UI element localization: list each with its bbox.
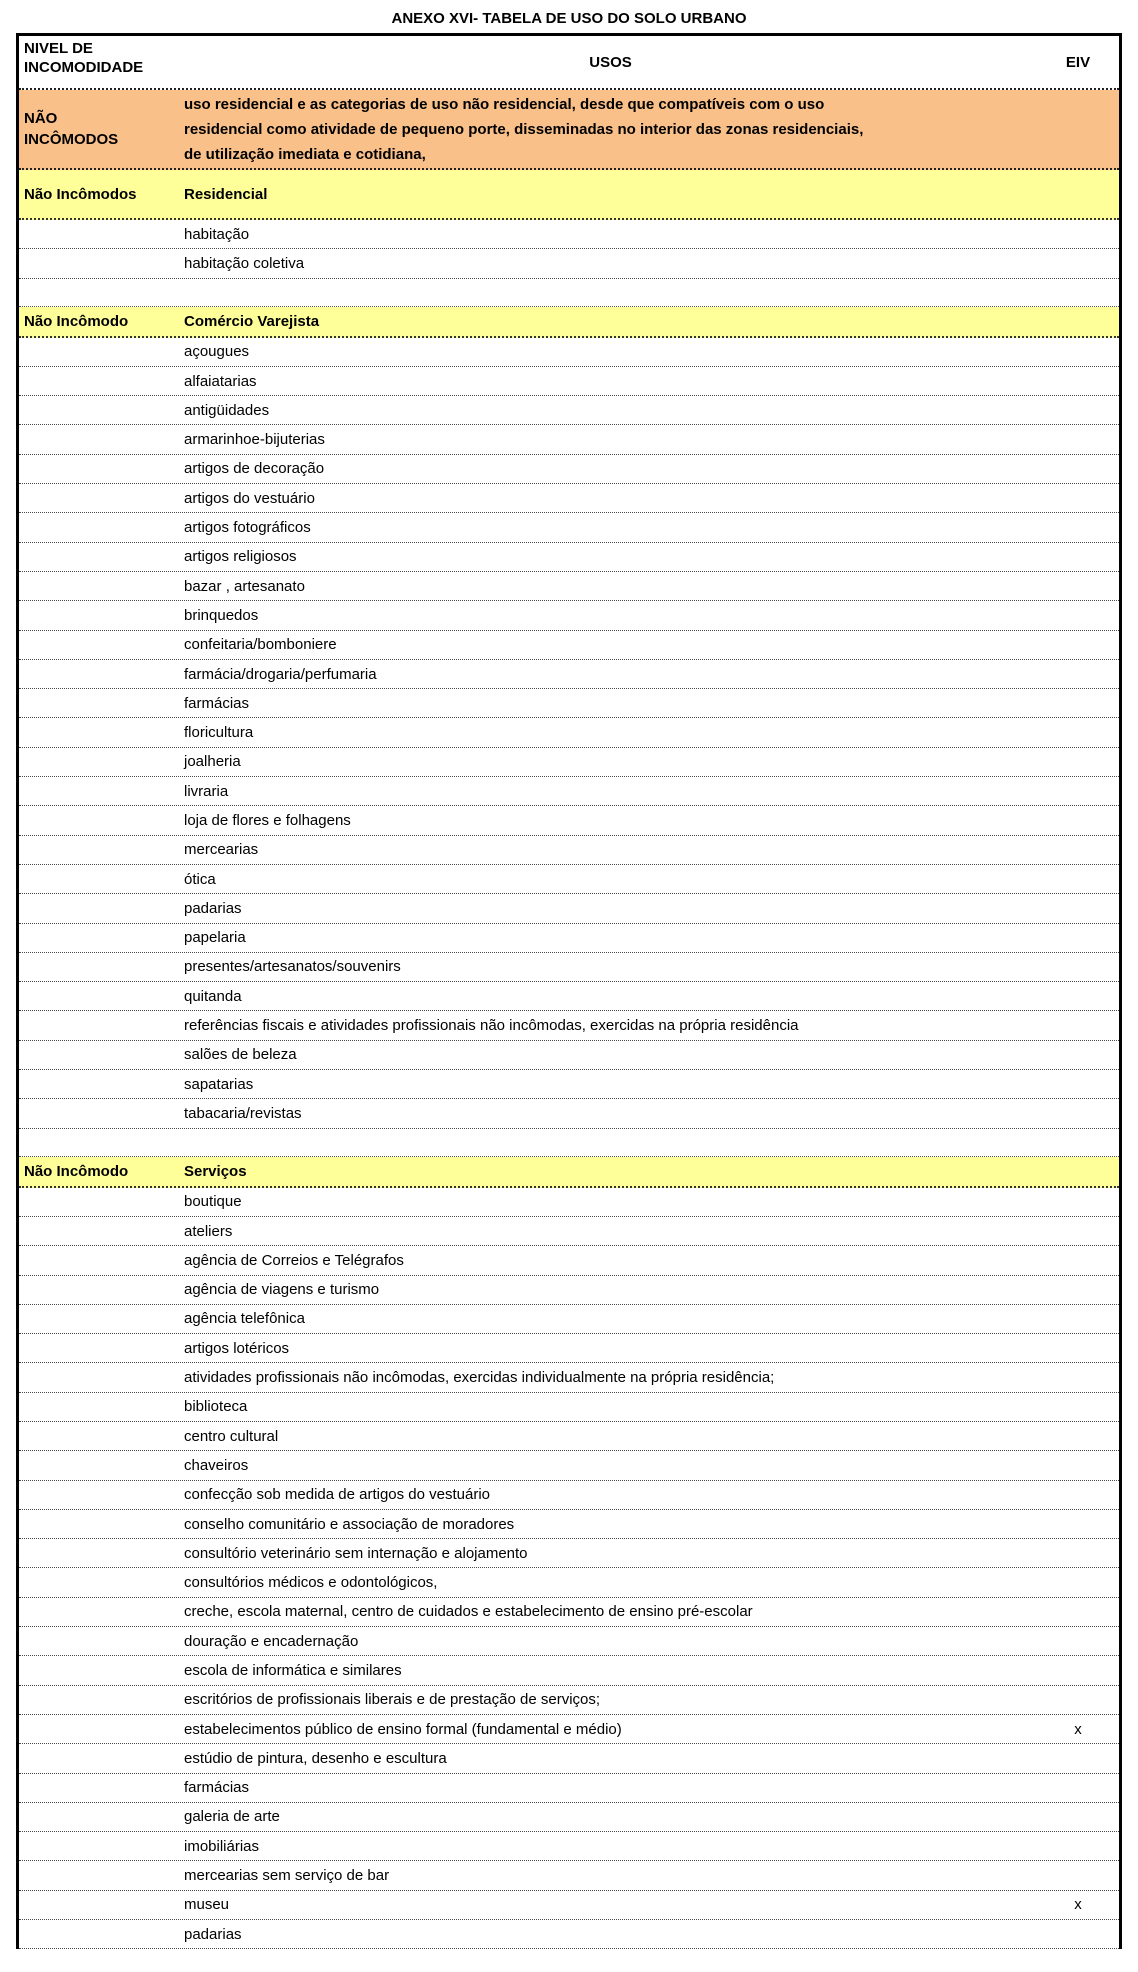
section-header-row (19, 170, 1119, 220)
table-row (19, 543, 1119, 572)
row-item-label: referências fiscais e atividades profissionais não incômodas, exercidas na própria residência (184, 1017, 799, 1035)
row-eiv-mark (1037, 777, 1119, 805)
row-item-label: estabelecimentos público de ensino formal (fundamental e médio) (184, 1720, 622, 1738)
row-eiv-mark (1037, 1246, 1119, 1274)
row-level-cell (19, 982, 180, 1010)
table-row (19, 601, 1119, 630)
row-eiv-mark (1037, 1510, 1119, 1538)
table-row (19, 1627, 1119, 1656)
row-level-cell (19, 1803, 180, 1831)
row-eiv-mark (1037, 484, 1119, 512)
row-eiv-mark (1037, 1422, 1119, 1450)
table-row (19, 396, 1119, 425)
row-eiv-mark (1037, 1217, 1119, 1245)
row-item-label: creche, escola maternal, centro de cuidados e estabelecimento de ensino pré-escolar (184, 1603, 753, 1621)
row-level-cell (19, 484, 180, 512)
row-eiv-mark (1037, 1627, 1119, 1655)
header-row (19, 36, 1119, 90)
row-eiv-mark (1037, 953, 1119, 981)
table-row (19, 513, 1119, 542)
row-level-cell (19, 1656, 180, 1684)
row-eiv-mark (1037, 1305, 1119, 1333)
row-level-cell (19, 865, 180, 893)
table-row (19, 1099, 1119, 1128)
table-row (19, 1803, 1119, 1832)
row-eiv-mark (1037, 1070, 1119, 1098)
row-eiv-mark (1037, 1832, 1119, 1860)
spacer-row (19, 279, 1119, 307)
row-level-cell (19, 1451, 180, 1479)
section-header-row (19, 307, 1119, 338)
table-row (19, 1832, 1119, 1861)
row-item-label: imobiliárias (184, 1837, 260, 1855)
row-level-cell (19, 836, 180, 864)
row-level-cell (19, 338, 180, 366)
row-item-label: habitação coletiva (184, 254, 305, 272)
row-item-label: escritórios de profissionais liberais e de prestação de serviços; (184, 1691, 601, 1709)
row-item-label: artigos de decoração (184, 460, 325, 478)
row-eiv-mark (1037, 1099, 1119, 1127)
row-level-cell (19, 718, 180, 746)
row-item-label: escola de informática e similares (184, 1662, 402, 1679)
row-item-label: tabacaria/revistas (184, 1104, 302, 1122)
row-level-cell (19, 1744, 180, 1772)
row-eiv-mark (1037, 1656, 1119, 1684)
row-item-label: presentes/artesanatos/souvenirs (184, 958, 401, 976)
row-eiv-mark (1037, 543, 1119, 571)
row-eiv-mark (1037, 836, 1119, 864)
row-level-cell (19, 748, 180, 776)
intro-level-line1: NÃO (24, 110, 58, 127)
row-level-cell (19, 1422, 180, 1450)
table-row (19, 982, 1119, 1011)
table-row (19, 1334, 1119, 1363)
section-level-label: Não Incômodo (24, 1162, 129, 1180)
row-eiv-mark (1037, 601, 1119, 629)
row-item-label: conselho comunitário e associação de moradores (184, 1515, 515, 1533)
table-row (19, 1041, 1119, 1070)
row-level-cell (19, 631, 180, 659)
row-eiv-mark (1037, 220, 1119, 248)
row-level-cell (19, 924, 180, 952)
row-item-label: habitação (184, 225, 250, 243)
row-level-cell (19, 1099, 180, 1127)
table-row (19, 455, 1119, 484)
row-item-label: galeria de arte (184, 1808, 280, 1826)
table-row (19, 249, 1119, 278)
table-row (19, 806, 1119, 835)
header-usos-label: USOS (589, 53, 632, 71)
table-row (19, 1568, 1119, 1597)
row-eiv-mark (1037, 1920, 1119, 1948)
section-level-label: Não Incômodo (24, 312, 129, 330)
row-item-label: mercearias (184, 841, 259, 859)
row-item-label: artigos lotéricos (184, 1339, 290, 1357)
header-eiv-label: EIV (1065, 53, 1091, 71)
row-level-cell (19, 1539, 180, 1567)
table-row (19, 1656, 1119, 1685)
row-item-label: livraria (184, 782, 229, 800)
table-row (19, 1011, 1119, 1040)
row-eiv-mark (1037, 1041, 1119, 1069)
table-row (19, 1188, 1119, 1217)
table-row (19, 1363, 1119, 1392)
row-level-cell (19, 1891, 180, 1919)
row-level-cell (19, 1715, 180, 1743)
row-eiv-mark (1037, 1774, 1119, 1802)
row-level-cell (19, 953, 180, 981)
table-row (19, 1276, 1119, 1305)
row-level-cell (19, 220, 180, 248)
row-item-label: padarias (184, 1925, 242, 1943)
row-item-label: confecção sob medida de artigos do vestuário (184, 1486, 491, 1504)
table-row (19, 631, 1119, 660)
row-level-cell (19, 1598, 180, 1626)
intro-level-line2: INCÔMODOS (24, 131, 119, 148)
row-level-cell (19, 1481, 180, 1509)
table-row (19, 220, 1119, 249)
row-level-cell (19, 513, 180, 541)
table-row (19, 425, 1119, 454)
row-item-label: bazar , artesanato (184, 577, 305, 595)
intro-text-line1: uso residencial e as categorias de uso não residencial, desde que compatíveis com o uso (184, 95, 825, 113)
table-row (19, 1305, 1119, 1334)
row-item-label: agência telefônica (184, 1310, 305, 1328)
table-row (19, 836, 1119, 865)
row-item-label: açougues (184, 343, 250, 361)
row-eiv-mark (1037, 1568, 1119, 1596)
row-item-label: antigüidades (184, 401, 270, 419)
table-row (19, 865, 1119, 894)
section-level-label: Não Incômodos (24, 185, 137, 203)
row-level-cell (19, 1276, 180, 1304)
row-level-cell (19, 1334, 180, 1362)
row-item-label: museu (184, 1896, 230, 1914)
row-eiv-mark (1037, 1276, 1119, 1304)
page-title: ANEXO XVI- TABELA DE USO DO SOLO URBANO (391, 10, 747, 27)
table-row (19, 718, 1119, 747)
row-eiv-mark (1037, 396, 1119, 424)
table-row (19, 1744, 1119, 1773)
row-item-label: centro cultural (184, 1427, 279, 1445)
row-level-cell (19, 1832, 180, 1860)
row-eiv-mark (1037, 1803, 1119, 1831)
intro-text-line2: residencial como atividade de pequeno porte, disseminadas no interior das zonas residenciais, (184, 120, 864, 138)
row-level-cell (19, 367, 180, 395)
row-eiv-mark (1037, 1744, 1119, 1772)
row-level-cell (19, 1774, 180, 1802)
row-level-cell (19, 1363, 180, 1391)
row-level-cell (19, 1188, 180, 1216)
row-item-label: brinquedos (184, 606, 259, 624)
row-item-label: farmácia/drogaria/perfumaria (184, 665, 377, 683)
row-level-cell (19, 1217, 180, 1245)
row-eiv-mark (1037, 338, 1119, 366)
row-item-label: quitanda (184, 987, 242, 1005)
header-level-line2: INCOMODIDADE (24, 59, 144, 76)
row-eiv-mark (1037, 1598, 1119, 1626)
row-eiv-mark (1037, 1188, 1119, 1216)
section-category-label: Residencial (184, 185, 268, 203)
row-level-cell (19, 1011, 180, 1039)
row-item-label: floricultura (184, 724, 254, 742)
row-eiv-mark (1037, 865, 1119, 893)
row-level-cell (19, 1627, 180, 1655)
row-eiv-mark (1037, 660, 1119, 688)
row-eiv-mark (1037, 1363, 1119, 1391)
row-item-label: confeitaria/bomboniere (184, 636, 337, 654)
section-eiv-cell (1037, 1157, 1119, 1186)
row-item-label: farmácias (184, 1779, 250, 1797)
row-level-cell (19, 1246, 180, 1274)
row-item-label: biblioteca (184, 1398, 248, 1416)
row-item-label: atividades profissionais não incômodas, exercidas individualmente na própria residência; (184, 1369, 775, 1387)
row-eiv-mark (1037, 249, 1119, 277)
row-eiv-mark: x (1074, 1896, 1082, 1914)
row-eiv-mark (1037, 1393, 1119, 1421)
row-level-cell (19, 689, 180, 717)
row-level-cell (19, 1861, 180, 1889)
table-row (19, 894, 1119, 923)
table-row (19, 1070, 1119, 1099)
row-item-label: loja de flores e folhagens (184, 811, 351, 829)
table-row (19, 1891, 1119, 1920)
table-row (19, 1246, 1119, 1275)
row-eiv-mark (1037, 1481, 1119, 1509)
table-row (19, 777, 1119, 806)
table-row (19, 484, 1119, 513)
row-item-label: ateliers (184, 1222, 233, 1240)
row-item-label: mercearias sem serviço de bar (184, 1867, 390, 1885)
row-item-label: farmácias (184, 694, 250, 712)
table-row (19, 1861, 1119, 1890)
row-item-label: agência de viagens e turismo (184, 1281, 380, 1299)
row-level-cell (19, 1070, 180, 1098)
row-item-label: estúdio de pintura, desenho e escultura (184, 1749, 447, 1767)
land-use-table (16, 33, 1122, 1949)
row-eiv-mark (1037, 455, 1119, 483)
table-row (19, 953, 1119, 982)
row-item-label: ótica (184, 870, 216, 888)
table-row (19, 367, 1119, 396)
row-level-cell (19, 1686, 180, 1714)
row-level-cell (19, 806, 180, 834)
table-row (19, 1422, 1119, 1451)
row-level-cell (19, 1568, 180, 1596)
row-eiv-mark (1037, 894, 1119, 922)
header-level-line1: NIVEL DE (24, 40, 93, 57)
row-eiv-mark (1037, 689, 1119, 717)
table-row (19, 748, 1119, 777)
row-eiv-mark (1037, 718, 1119, 746)
intro-row (19, 90, 1119, 170)
row-eiv-mark: x (1074, 1720, 1082, 1738)
row-eiv-mark (1037, 1539, 1119, 1567)
section-header-row (19, 1157, 1119, 1188)
row-item-label: salões de beleza (184, 1046, 297, 1064)
row-item-label: joalheria (184, 753, 241, 771)
row-item-label: douração e encadernação (184, 1632, 359, 1650)
row-eiv-mark (1037, 572, 1119, 600)
row-eiv-mark (1037, 982, 1119, 1010)
row-item-label: consultórios médicos e odontológicos, (184, 1574, 438, 1592)
table-row (19, 1686, 1119, 1715)
section-category-label: Serviços (184, 1162, 247, 1180)
row-eiv-mark (1037, 425, 1119, 453)
table-row (19, 1217, 1119, 1246)
section-eiv-cell (1037, 170, 1119, 218)
row-level-cell (19, 249, 180, 277)
row-level-cell (19, 601, 180, 629)
row-item-label: sapatarias (184, 1075, 254, 1093)
row-level-cell (19, 1920, 180, 1948)
row-level-cell (19, 543, 180, 571)
table-row (19, 924, 1119, 953)
table-row (19, 1715, 1119, 1744)
row-level-cell (19, 396, 180, 424)
intro-level-label (19, 90, 180, 168)
table-row (19, 689, 1119, 718)
row-eiv-mark (1037, 1334, 1119, 1362)
section-category-label: Comércio Varejista (184, 312, 320, 330)
row-eiv-mark (1037, 1451, 1119, 1479)
table-body (19, 170, 1119, 1949)
row-eiv-mark (1037, 1011, 1119, 1039)
table-row (19, 660, 1119, 689)
row-level-cell (19, 660, 180, 688)
intro-text-line3: de utilização imediata e cotidiana, (184, 145, 426, 163)
row-eiv-mark (1037, 748, 1119, 776)
row-item-label: artigos religiosos (184, 548, 297, 566)
table-row (19, 1774, 1119, 1803)
row-item-label: boutique (184, 1193, 242, 1211)
table-row (19, 1920, 1119, 1949)
row-eiv-mark (1037, 367, 1119, 395)
row-eiv-mark (1037, 924, 1119, 952)
row-item-label: armarinhoe-bijuterias (184, 431, 325, 449)
row-item-label: alfaiatarias (184, 372, 257, 390)
header-level-label (19, 36, 180, 88)
row-eiv-mark (1037, 806, 1119, 834)
table-row (19, 572, 1119, 601)
row-level-cell (19, 1393, 180, 1421)
table-row (19, 1393, 1119, 1422)
table-row (19, 338, 1119, 367)
section-eiv-cell (1037, 307, 1119, 336)
row-item-label: padarias (184, 899, 242, 917)
row-eiv-mark (1037, 513, 1119, 541)
row-level-cell (19, 777, 180, 805)
row-item-label: chaveiros (184, 1456, 249, 1474)
table-row (19, 1598, 1119, 1627)
row-item-label: artigos fotográficos (184, 519, 311, 537)
table-row (19, 1451, 1119, 1480)
intro-text (180, 90, 1119, 168)
row-eiv-mark (1037, 1861, 1119, 1889)
row-level-cell (19, 1305, 180, 1333)
table-row (19, 1481, 1119, 1510)
row-level-cell (19, 572, 180, 600)
table-row (19, 1510, 1119, 1539)
row-item-label: artigos do vestuário (184, 489, 315, 507)
row-level-cell (19, 1041, 180, 1069)
row-level-cell (19, 425, 180, 453)
row-level-cell (19, 894, 180, 922)
table-row (19, 1539, 1119, 1568)
row-item-label: consultório veterinário sem internação e alojamento (184, 1544, 528, 1562)
row-item-label: agência de Correios e Telégrafos (184, 1251, 404, 1269)
spacer-row (19, 1129, 1119, 1157)
row-eiv-mark (1037, 1686, 1119, 1714)
row-level-cell (19, 1510, 180, 1538)
row-eiv-mark (1037, 631, 1119, 659)
row-item-label: papelaria (184, 929, 246, 947)
row-level-cell (19, 455, 180, 483)
